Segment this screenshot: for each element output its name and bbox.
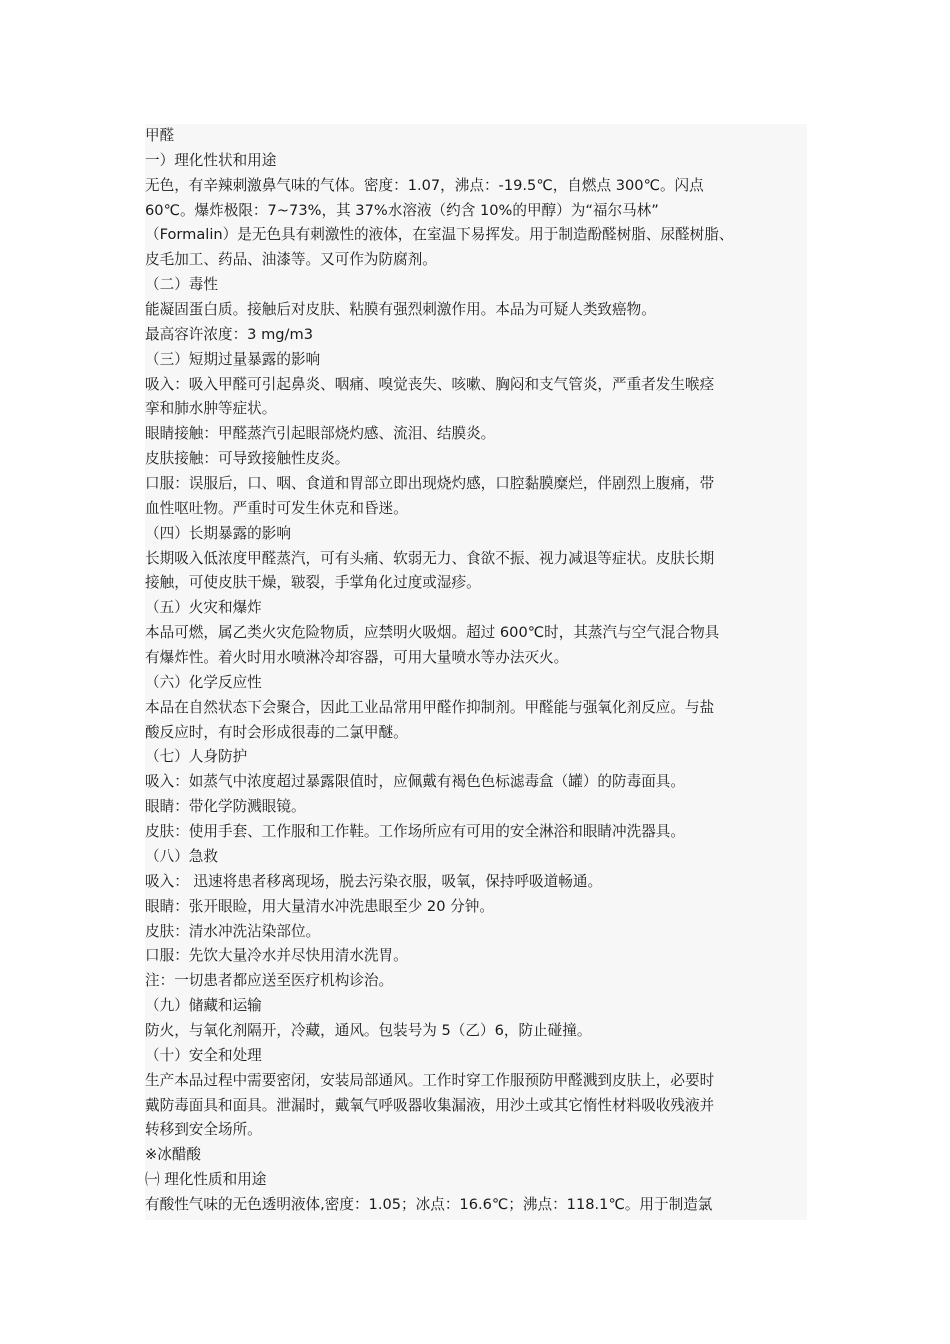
text-line: 本品在自然状态下会聚合，因此工业品常用甲醛作抑制剂。甲醛能与强氧化剂反应。与盐 [145, 698, 715, 716]
text-line: 眼睛：张开眼睑，用大量清水冲洗患眼至少 20 分钟。 [145, 897, 494, 915]
text-line: 接触，可使皮肤干燥，皲裂，手掌角化过度或湿疹。 [145, 574, 481, 592]
text-line: 甲醛 [145, 127, 175, 144]
text-line: （九）储藏和运输 [145, 997, 262, 1015]
text-line: （十）安全和处理 [145, 1046, 262, 1064]
text-line: （二）毒性 [145, 276, 218, 294]
text-line: （八）急救 [145, 847, 218, 865]
text-line: 皮肤：使用手套、工作服和工作鞋。工作场所应有可用的安全淋浴和眼睛冲洗器具。 [145, 823, 685, 841]
text-line: 60℃。爆炸极限：7~73%，其 37%水溶液（约含 10%的甲醇）为“福尔马林” [145, 201, 659, 219]
text-line: 戴防毒面具和面具。泄漏时，戴氧气呼吸器收集漏液，用沙土或其它惰性材料吸收残液并 [145, 1096, 715, 1114]
text-line: 眼睛接触：甲醛蒸汽引起眼部烧灼感、流泪、结膜炎。 [145, 425, 496, 443]
text-line: 有爆炸性。着火时用水喷淋冷却容器，可用大量喷水等办法灭火。 [145, 649, 569, 667]
text-line: 一）理化性状和用途 [145, 151, 277, 169]
text-line: 皮肤：清水冲洗沾染部位。 [145, 922, 321, 940]
text-line: 吸入： 迅速将患者移离现场，脱去污染衣服，吸氧，保持呼吸道畅通。 [145, 872, 603, 890]
document-text-block [145, 124, 807, 1220]
text-line: （三）短期过量暴露的影响 [145, 350, 321, 368]
text-line: 本品可燃，属乙类火灾危险物质，应禁明火吸烟。超过 600℃时，其蒸汽与空气混合物具 [145, 624, 720, 642]
text-line: 吸入：吸入甲醛可引起鼻炎、咽痛、嗅觉丧失、咳嗽、胸闷和支气管炎，严重者发生喉痉 [145, 375, 715, 393]
text-line: ※冰醋酸 [145, 1146, 202, 1164]
text-line: 血性呕吐物。严重时可发生休克和昏迷。 [145, 499, 408, 517]
text-line: 皮肤接触：可导致接触性皮炎。 [145, 450, 350, 468]
text-line: ㈠ 理化性质和用途 [145, 1171, 267, 1189]
text-line: 口服：误服后，口、咽、食道和胃部立即出现烧灼感，口腔黏膜糜烂，伴剧烈上腹痛，带 [145, 475, 715, 493]
text-line: 眼睛：带化学防溅眼镜。 [145, 798, 306, 816]
text-line: （四）长期暴露的影响 [145, 524, 291, 542]
text-line: 防火，与氧化剂隔开，冷藏，通风。包装号为 5（乙）6，防止碰撞。 [145, 1021, 592, 1039]
text-line: （五）火灾和爆炸 [145, 599, 262, 617]
text-line: 口服：先饮大量冷水并尽快用清水洗胃。 [145, 947, 408, 965]
text-line: 转移到安全场所。 [145, 1121, 262, 1139]
text-line: 酸反应时，有时会形成很毒的二氯甲醚。 [145, 723, 408, 741]
text-line: （Formalin）是无色具有刺激性的液体，在室温下易挥发。用于制造酚醛树脂、尿醛树脂、 [145, 226, 734, 244]
text-line: 皮毛加工、药品、油漆等。又可作为防腐剂。 [145, 251, 437, 269]
text-line: 无色，有辛辣刺激鼻气味的气体。密度：1.07，沸点：-19.5℃，自燃点 300℃。闪点 [145, 176, 704, 194]
text-line: 注：一切患者都应送至医疗机构诊治。 [145, 972, 394, 990]
text-line: 有酸性气味的无色透明液体,密度：1.05；冰点：16.6℃；沸点：118.1℃。用于制造氯 [145, 1195, 713, 1213]
text-line: 最高容许浓度：3 mg/m3 [145, 325, 313, 343]
text-line: 挛和肺水肿等症状。 [145, 400, 277, 418]
text-line: 长期吸入低浓度甲醛蒸汽，可有头痛、软弱无力、食欲不振、视力减退等症状。皮肤长期 [145, 549, 715, 567]
text-line: （六）化学反应性 [145, 673, 262, 691]
text-line: （七）人身防护 [145, 748, 248, 766]
text-line: 能凝固蛋白质。接触后对皮肤、粘膜有强烈刺激作用。本品为可疑人类致癌物。 [145, 301, 656, 319]
text-line: 吸入：如蒸气中浓度超过暴露限值时，应佩戴有褐色色标滤毒盒（罐）的防毒面具。 [145, 773, 685, 791]
text-line: 生产本品过程中需要密闭，安装局部通风。工作时穿工作服预防甲醛溅到皮肤上，必要时 [145, 1071, 715, 1089]
